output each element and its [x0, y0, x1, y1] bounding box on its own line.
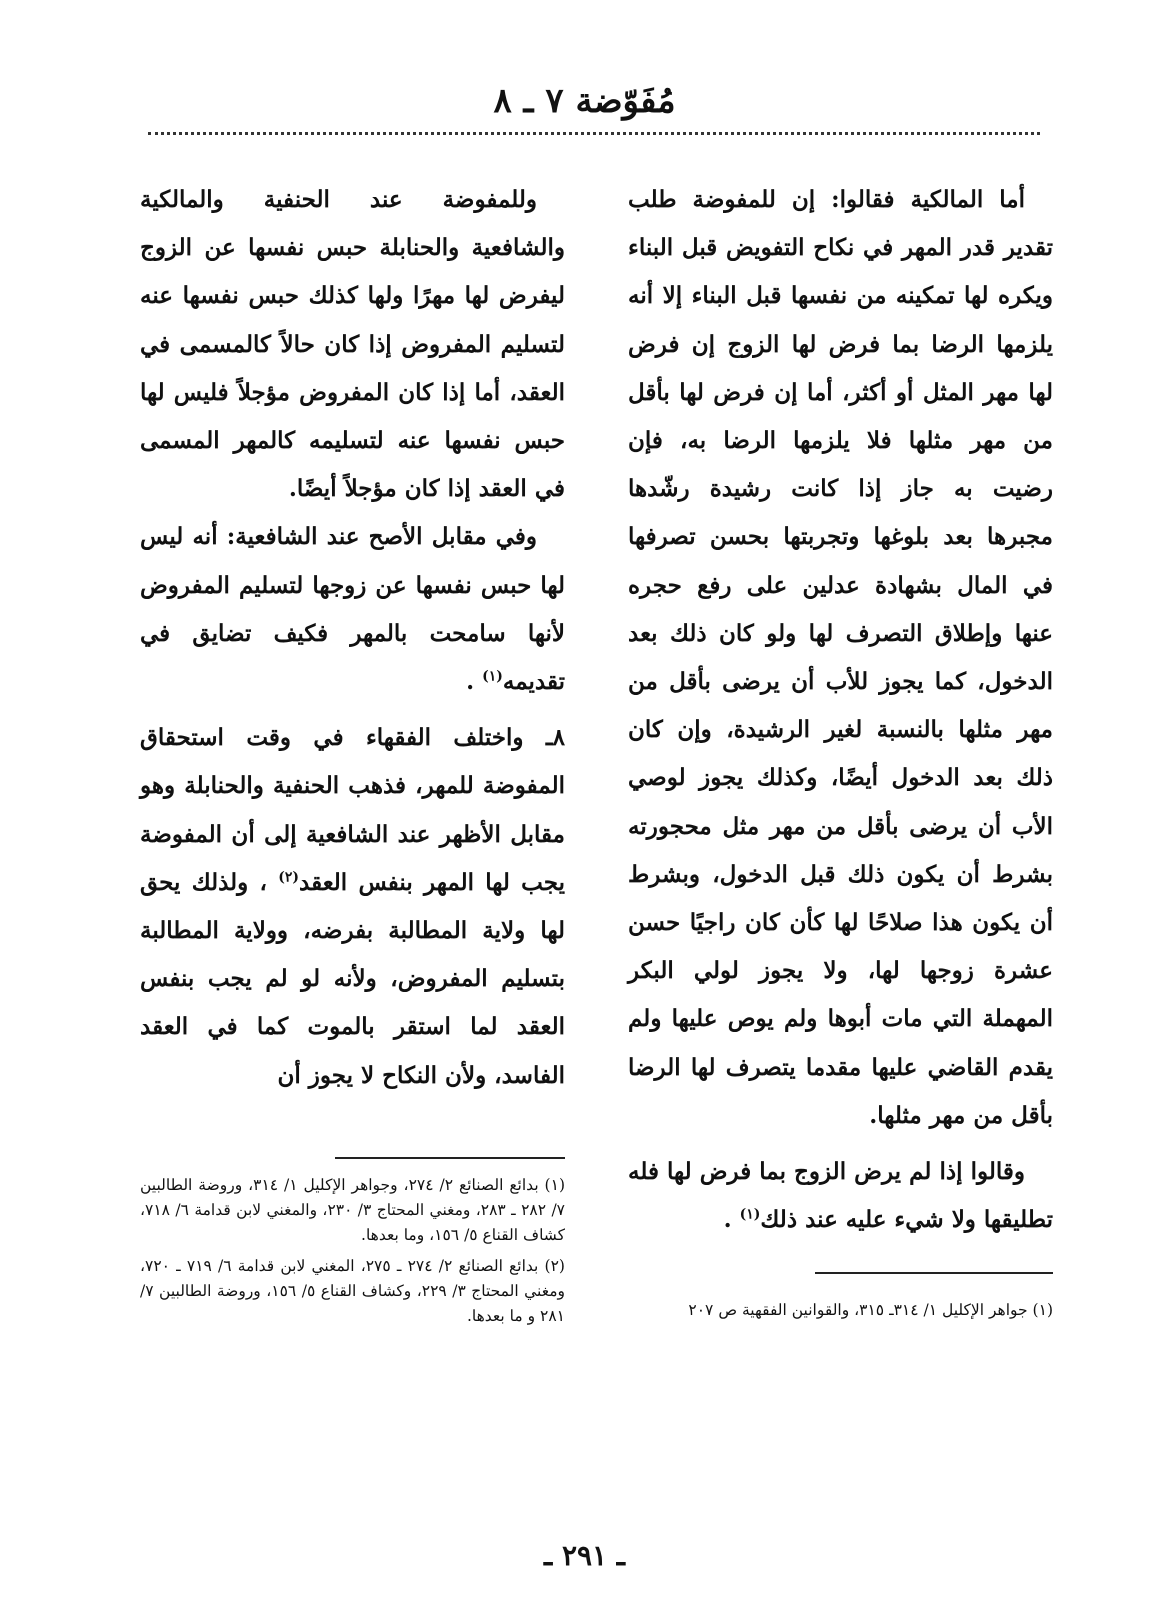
page-number: ـ ٢٩١ ـ [543, 1539, 626, 1572]
footnote-ref-1-left: (١) [482, 668, 503, 685]
left-footnote-2: (٢) بدائع الصنائع ٢/ ٢٧٤ ـ ٢٧٥، المغني لابن قدامة ٦/ ٧١٩ ـ ٧٢٠، ومغني المحتاج ٣/ ٢٢٩، وكشاف القناع ٥/ ١٥٦، وروضة الطالبين ٧/ ٢٨١ و ما بعدها. [140, 1257, 565, 1325]
left-paragraph-withholding: وللمفوضة عند الحنفية والمالكية والشافعية والحنابلة حبس نفسها عن الزوج ليفرض لها مهرًا ولها كذلك حبس نفسها عنه لتسليم المفروض إذا كان حالاً كالمسمى في العقد، أما إذا كان المفروض مؤجلاً فليس لها حبس نفسها عنه لتسليمه كالمهر المسمى في العقد إذا كان مؤجلاً أيضًا. [140, 186, 565, 503]
left-paragraph-shafii-end: . [466, 668, 483, 696]
left-footnote-1: (١) بدائع الصنائع ٢/ ٢٧٤، وجواهر الإكليل ١/ ٣١٤، وروضة الطالبين ٧/ ٢٨٢ ـ ٢٨٣، ومغني المحتاج ٣/ ٢٣٠، والمغني لابن قدامة ٦/ ٧١٨، كشاف القناع ٥/ ١٥٦، وما بعدها. [140, 1176, 565, 1244]
right-paragraph-last-end: . [723, 1206, 740, 1234]
right-column [628, 176, 1053, 1244]
left-paragraph-shafii-text: وفي مقابل الأصح عند الشافعية: أنه ليس لها حبس نفسها عن زوجها لتسليم المفروض لأنها سامحت بالمهر فكيف تضايق في تقديمه [140, 523, 565, 696]
left-footnotes [140, 1173, 565, 1335]
left-paragraph-shafii [140, 513, 565, 706]
left-column [140, 176, 565, 1100]
right-footnotes [628, 1298, 1053, 1329]
section-8-text-b: ، ولذلك يحق لها ولاية المطالبة بفرضه، وولاية المطالبة بتسليم المفروض، ولأنه لو لم يجب بنفس العقد لما استقر بالموت كما في العقد الفاسد، ولأن النكاح لا يجوز أن [140, 868, 565, 1089]
right-paragraph-last [628, 1148, 1053, 1244]
right-footnote-rule [815, 1272, 1053, 1274]
right-paragraph-maliki: أما المالكية فقالوا: إن للمفوضة طلب تقدير قدر المهر في نكاح التفويض قبل البناء ويكره لها تمكينه من نفسها قبل البناء إلا أنه يلزمها الرضا بما فرض لها الزوج إن فرض لها مهر المثل أو أكثر، أما إن فرض لها بأقل من مهر مثلها فلا يلزمها الرضا به، فإن رضيت به جاز إذا كانت رشيدة رشّدها مجبرها بعد بلوغها وتجربتها بحسن تصرفها في المال بشهادة عدلين على رفع حجره عنها وإطلاق التصرف لها ولو كان ذلك بعد الدخول، كما يجوز للأب أن يرضى بأقل من مهر مثلها بالنسبة لغير الرشيدة، وإن كان ذلك بعد الدخول أيضًا، وكذلك يجوز لوصي الأب أن يرضى بأقل من مهر مثل محجورته بشرط أن يكون ذلك قبل الدخول، وبشرط أن يكون هذا صلاحًا لها كأن كان راجيًا حسن عشرة زوجها لها، ولا يجوز لولي البكر المهملة التي مات أبوها ولم يوص عليها ولم يقدم القاضي عليها مقدما يتصرف لها الرضا بأقل من مهر مثلها. [628, 186, 1053, 1129]
left-footnote-rule [335, 1157, 565, 1159]
footnote-ref-2-left: (٢) [278, 869, 299, 886]
footnote-ref-1-right: (١) [739, 1206, 761, 1223]
section-8-text-a: ٨ـ واختلف الفقهاء في وقت استحقاق المفوضة للمهر، فذهب الحنفية والحنابلة وهو مقابل الأظهر عند الشافعية إلى أن المفوضة يجب لها المهر بنفس العقد [140, 724, 565, 896]
left-paragraph-section-8 [140, 714, 565, 1100]
right-footnote-1: (١) جواهر الإكليل ١/ ٣١٤ـ ٣١٥، والقوانين الفقهية ص ٢٠٧ [688, 1301, 1053, 1319]
header-dotted-rule [148, 132, 1040, 135]
right-paragraph-last-text: وقالوا إذا لم يرض الزوج بما فرض لها فله تطليقها ولا شيء عليه عند ذلك [628, 1158, 1053, 1234]
running-header: مُفَوّضة ٧ ـ ٨ [493, 81, 676, 121]
